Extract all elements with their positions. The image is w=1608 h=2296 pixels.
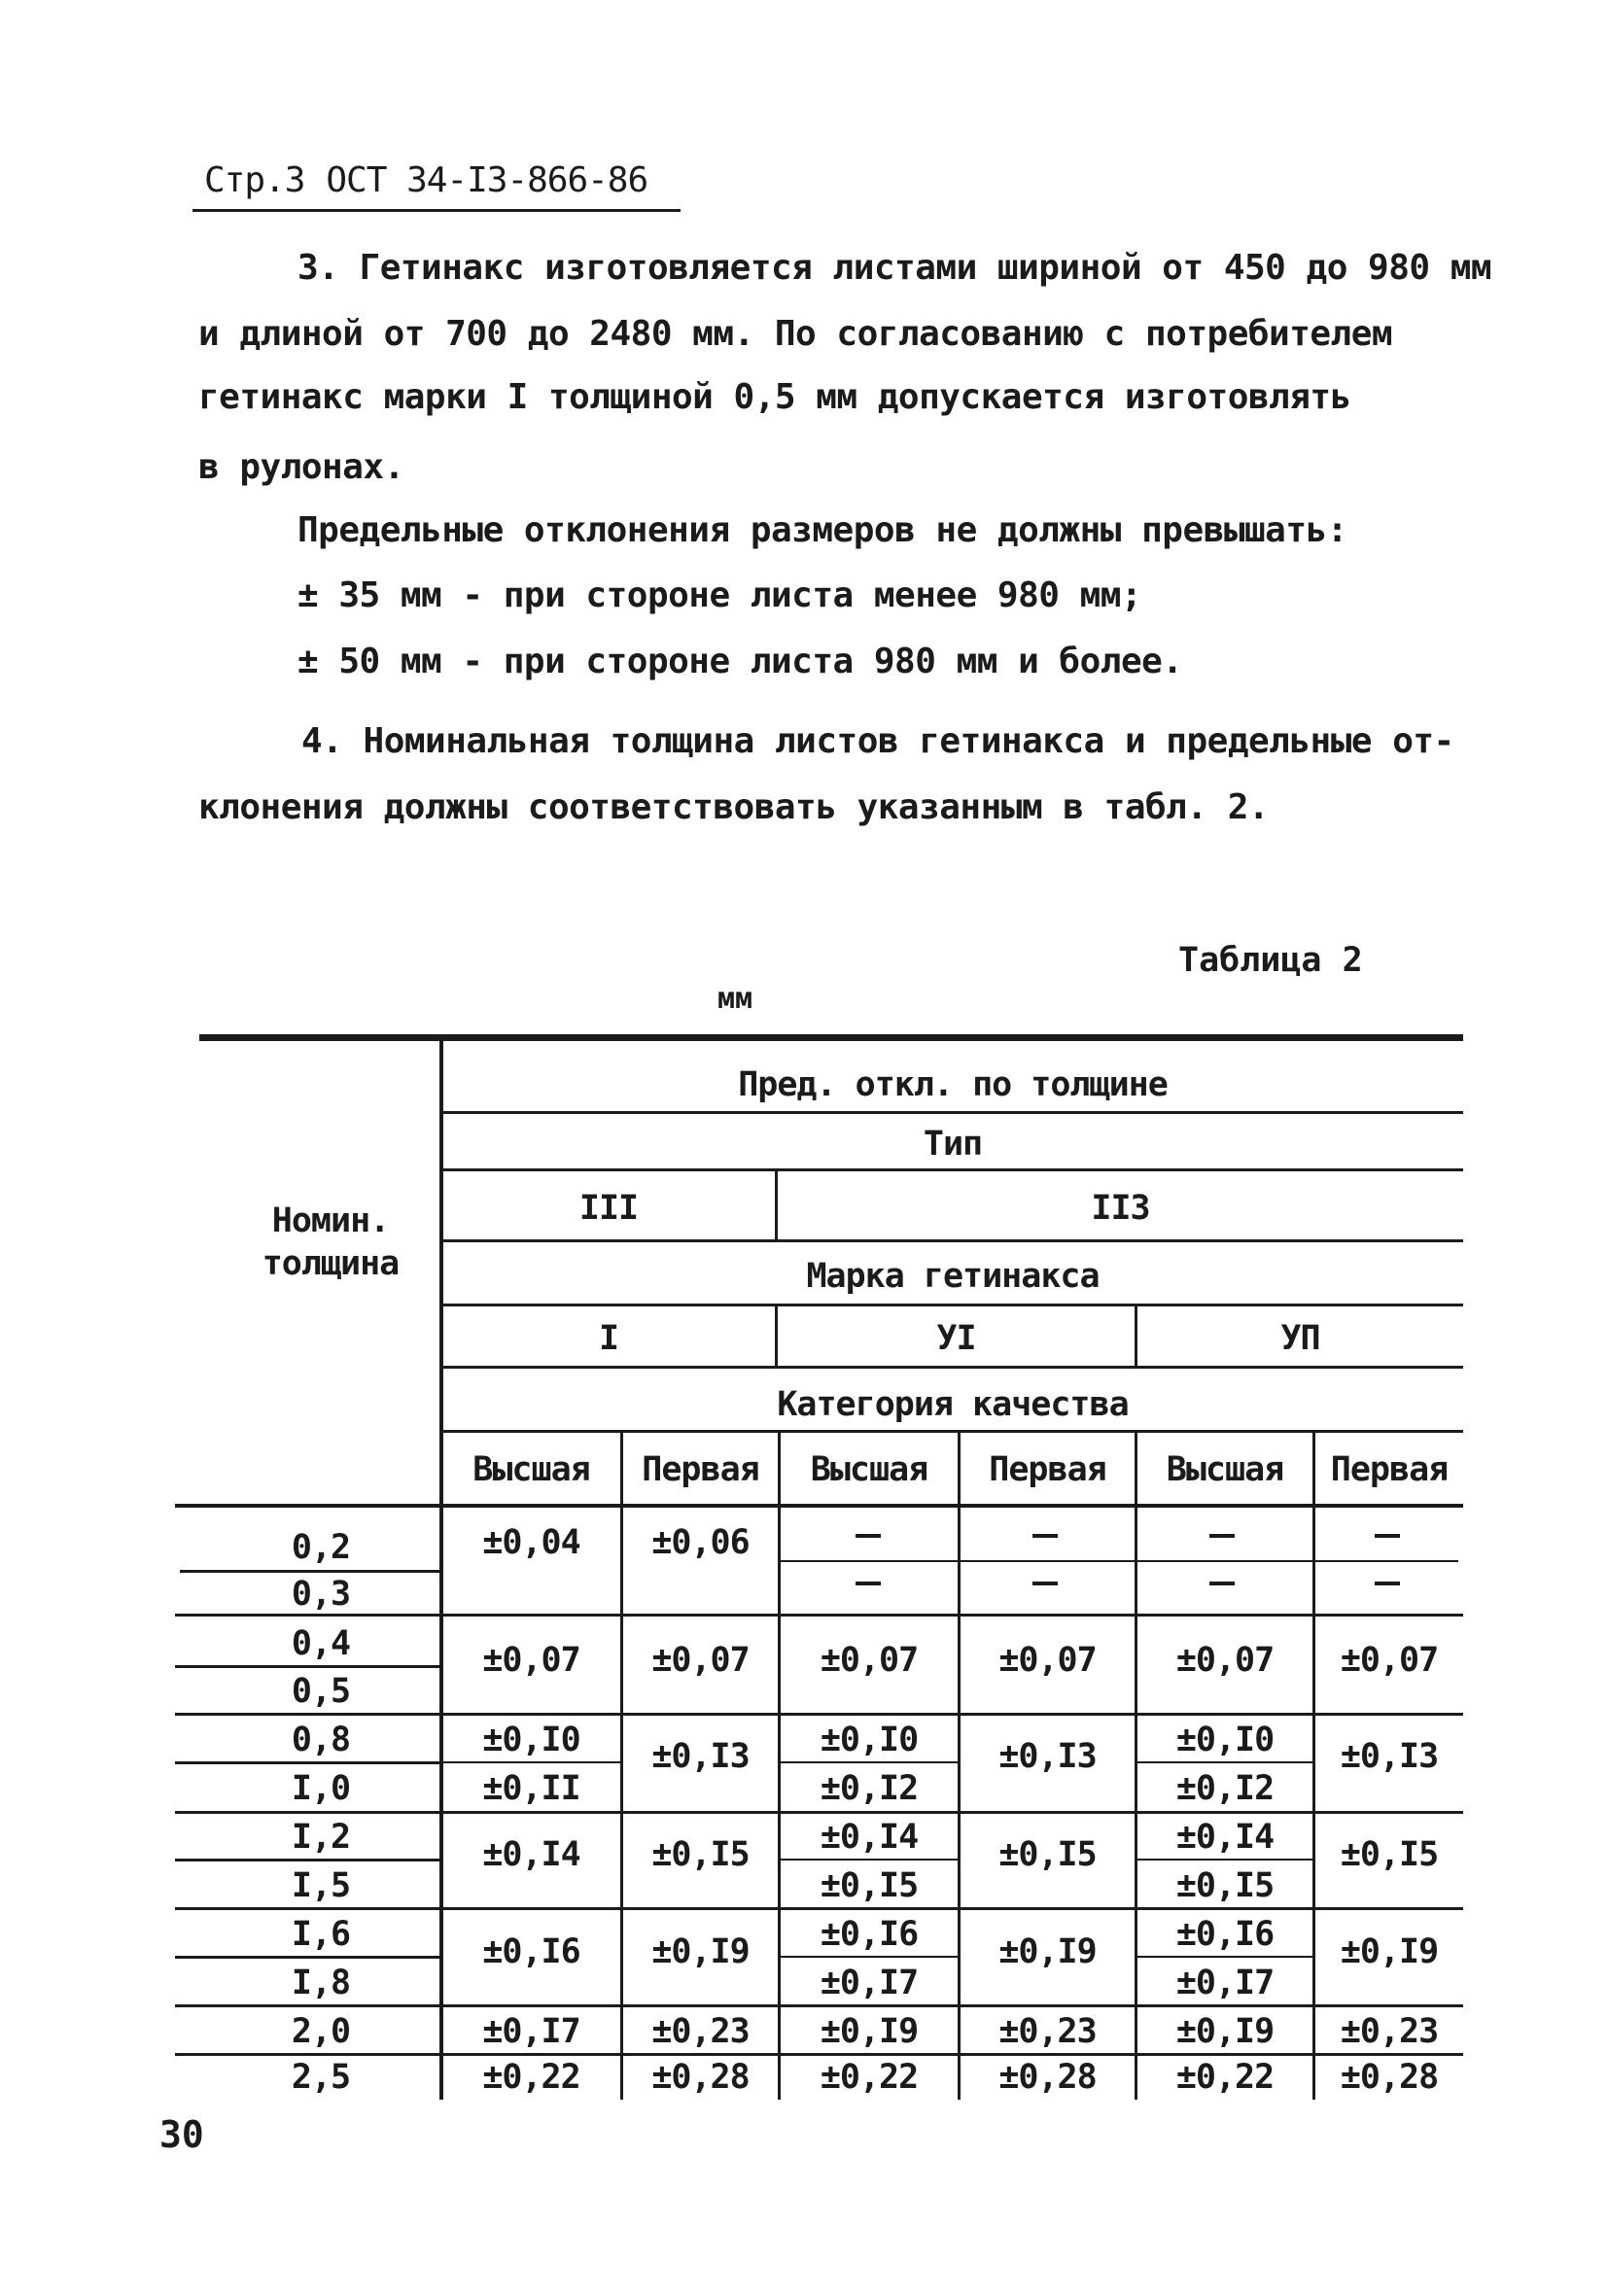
val-20-c2: ±0,23 xyxy=(651,2012,750,2051)
header-type: Тип xyxy=(923,1125,983,1164)
val-16-c5: ±0,I6 xyxy=(1175,1915,1275,1954)
val-16-c2: ±0,I9 xyxy=(651,1932,750,1971)
grade-i: I xyxy=(598,1319,619,1358)
cat-first-1: Первая xyxy=(642,1450,759,1489)
val-g1-high-02: ±0,04 xyxy=(482,1523,580,1562)
type-iii: III xyxy=(578,1189,639,1228)
thickness-0-5: 0,5 xyxy=(291,1672,351,1711)
thickness-1-2: I,2 xyxy=(291,1818,351,1857)
val-18-c5: ±0,I7 xyxy=(1175,1964,1275,2002)
val-25-c2: ±0,28 xyxy=(651,2058,750,2097)
col-nominal-l2: толщина xyxy=(262,1244,400,1283)
type-ii3: II3 xyxy=(1091,1189,1150,1228)
val-15-c5: ±0,I5 xyxy=(1175,1866,1275,1905)
val-08-c2: ±0,I3 xyxy=(651,1737,750,1776)
val-16-c1: ±0,I6 xyxy=(482,1932,580,1971)
header-grade: Марка гетинакса xyxy=(806,1257,1100,1296)
val-20-c6: ±0,23 xyxy=(1340,2012,1439,2051)
thickness-1-6: I,6 xyxy=(291,1915,351,1954)
thickness-1-0: I,0 xyxy=(291,1769,351,1808)
tolerance-intro: Предельные отклонения размеров не должны превышать: xyxy=(297,510,1347,550)
thickness-0-2: 0,2 xyxy=(291,1528,351,1567)
page-number: 30 xyxy=(159,2113,204,2156)
p3-line3: гетинакс марки I толщиной 0,5 мм допускается изготовлять xyxy=(198,377,1351,417)
cat-high-1: Высшая xyxy=(472,1450,590,1489)
p3-line1: 3. Гетинакс изготовляется листами шириной от 450 до 980 мм xyxy=(297,248,1492,288)
thickness-0-4: 0,4 xyxy=(291,1624,351,1663)
val-08-c4: ±0,I3 xyxy=(998,1737,1097,1776)
thickness-2-0: 2,0 xyxy=(291,2012,351,2051)
thickness-0-8: 0,8 xyxy=(291,1721,351,1759)
standard-number: ОСТ 34-I3-866-86 xyxy=(326,160,648,200)
val-25-c3: ±0,22 xyxy=(820,2058,919,2097)
val-12-c4: ±0,I5 xyxy=(998,1835,1097,1874)
val-18-c3: ±0,I7 xyxy=(820,1964,919,2002)
val-25-c5: ±0,22 xyxy=(1175,2058,1275,2097)
table-units: мм xyxy=(717,982,753,1016)
val-15-c3: ±0,I5 xyxy=(820,1866,919,1905)
val-10-c1: ±0,II xyxy=(482,1769,580,1808)
val-16-c3: ±0,I6 xyxy=(820,1915,919,1954)
val-12-c2: ±0,I5 xyxy=(651,1835,750,1874)
val-16-c6: ±0,I9 xyxy=(1340,1932,1439,1971)
val-25-c6: ±0,28 xyxy=(1340,2058,1439,2097)
val-08-c6: ±0,I3 xyxy=(1340,1737,1439,1776)
val-20-c4: ±0,23 xyxy=(998,2012,1097,2051)
grade-ui: УI xyxy=(936,1319,976,1358)
val-20-c3: ±0,I9 xyxy=(820,2012,919,2051)
thickness-0-3: 0,3 xyxy=(291,1575,351,1614)
header-underline xyxy=(192,209,681,212)
val-08-c3: ±0,I0 xyxy=(820,1721,919,1759)
thickness-1-8: I,8 xyxy=(291,1964,351,2002)
val-04-c6: ±0,07 xyxy=(1340,1641,1439,1680)
cat-first-3: Первая xyxy=(1330,1450,1449,1489)
thickness-1-5: I,5 xyxy=(291,1866,351,1905)
val-04-c3: ±0,07 xyxy=(820,1641,919,1680)
p3-line2: и длиной от 700 до 2480 мм. По согласованию с потребителем xyxy=(198,314,1393,354)
val-12-c5: ±0,I4 xyxy=(1175,1818,1275,1857)
val-12-c3: ±0,I4 xyxy=(820,1818,919,1857)
cat-high-3: Высшая xyxy=(1166,1450,1284,1489)
val-g1-first-02: ±0,06 xyxy=(651,1523,750,1562)
val-25-c1: ±0,22 xyxy=(482,2058,580,2097)
p4-line1: 4. Номинальная толщина листов гетинакса и предельные от- xyxy=(301,721,1454,761)
tolerance-line-2: ± 50 мм - при стороне листа 980 мм и более. xyxy=(297,642,1183,681)
val-08-c5: ±0,I0 xyxy=(1175,1721,1275,1759)
val-20-c5: ±0,I9 xyxy=(1175,2012,1275,2051)
header-category: Категория качества xyxy=(777,1385,1129,1424)
thickness-2-5: 2,5 xyxy=(291,2058,351,2097)
val-04-c1: ±0,07 xyxy=(482,1641,580,1680)
p4-line2: клонения должны соответствовать указанным в табл. 2. xyxy=(198,787,1270,827)
header-deviation: Пред. откл. по толщине xyxy=(738,1065,1168,1104)
cat-high-2: Высшая xyxy=(810,1450,928,1489)
p3-line4: в рулонах. xyxy=(198,447,404,487)
grade-up: УП xyxy=(1280,1319,1320,1358)
val-10-c3: ±0,I2 xyxy=(820,1769,919,1808)
page-ref: Стр.3 xyxy=(204,160,305,200)
cat-first-2: Первая xyxy=(989,1450,1106,1489)
val-04-c4: ±0,07 xyxy=(998,1641,1097,1680)
tolerance-line-1: ± 35 мм - при стороне листа менее 980 мм; xyxy=(297,575,1142,615)
table-caption: Таблица 2 xyxy=(1178,941,1363,980)
val-10-c5: ±0,I2 xyxy=(1175,1769,1275,1808)
val-12-c1: ±0,I4 xyxy=(482,1835,580,1874)
val-04-c5: ±0,07 xyxy=(1175,1641,1275,1680)
col-nominal-l1: Номин. xyxy=(271,1201,390,1240)
val-16-c4: ±0,I9 xyxy=(998,1932,1097,1971)
page-header xyxy=(204,160,669,200)
val-25-c4: ±0,28 xyxy=(998,2058,1097,2097)
val-08-c1: ±0,I0 xyxy=(482,1721,580,1759)
val-12-c6: ±0,I5 xyxy=(1340,1835,1439,1874)
val-20-c1: ±0,I7 xyxy=(482,2012,580,2051)
val-04-c2: ±0,07 xyxy=(651,1641,750,1680)
